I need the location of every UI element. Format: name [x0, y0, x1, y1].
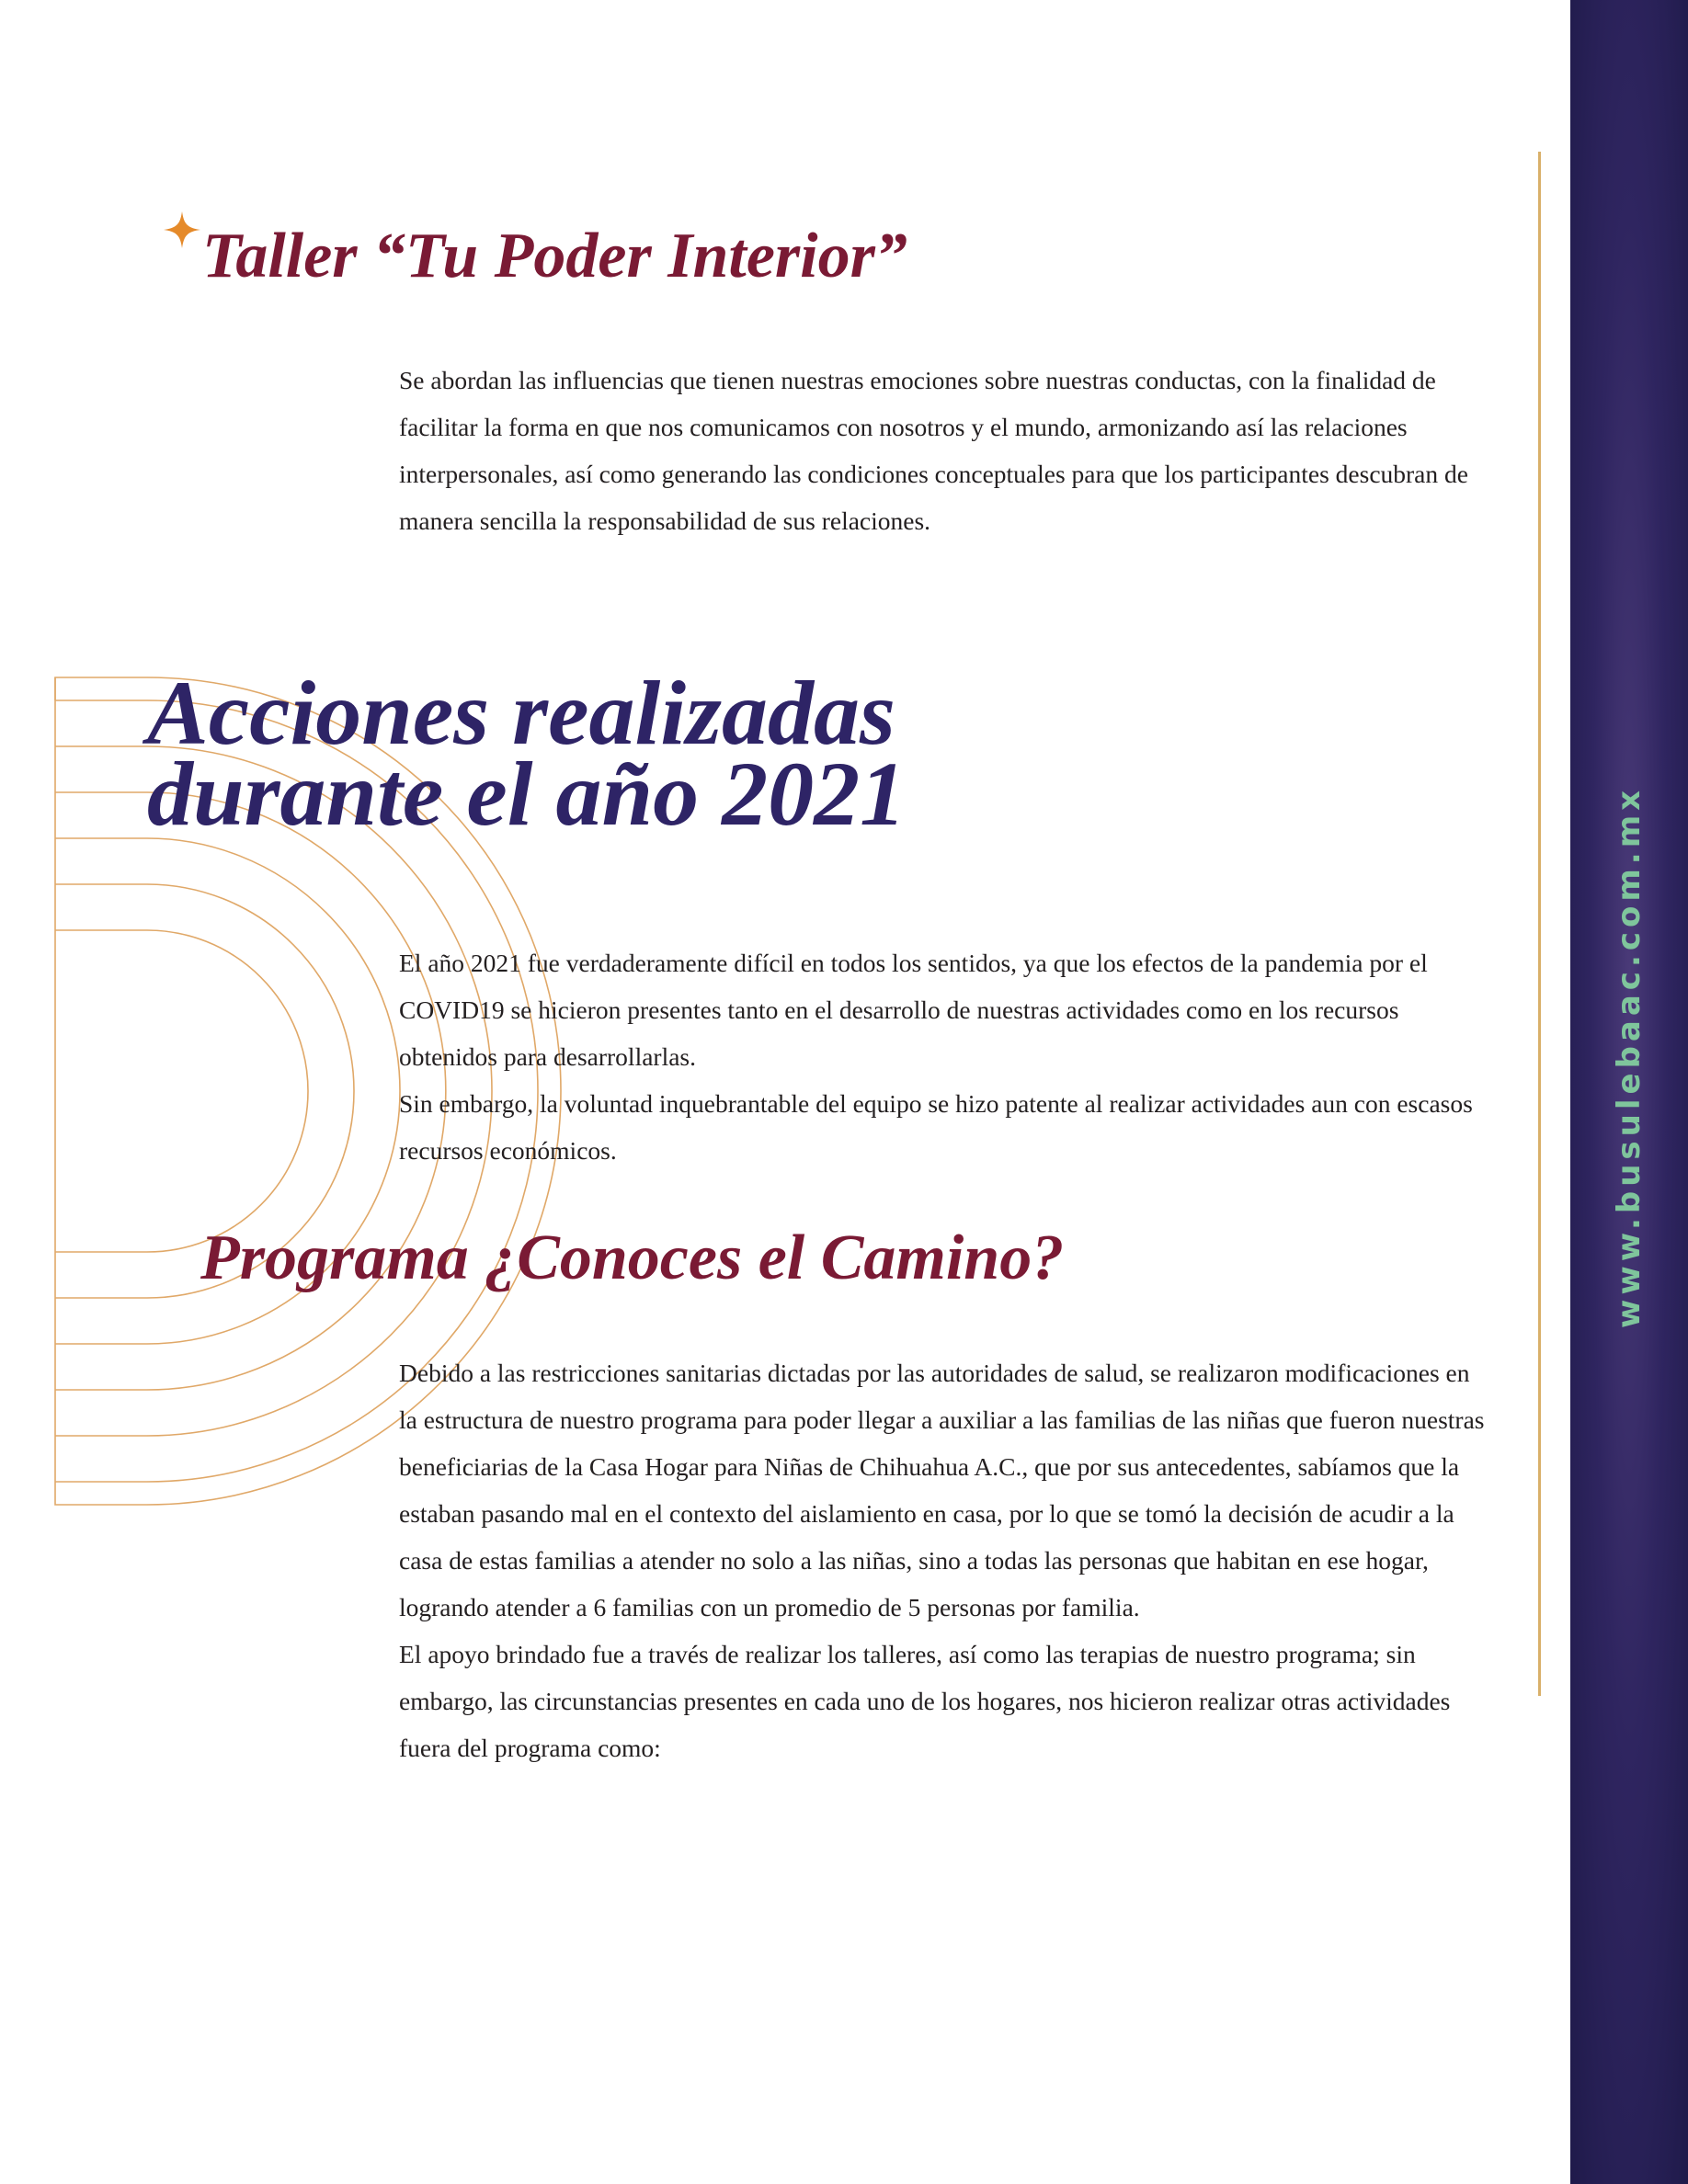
programa-paragraph-2: El apoyo brindado fue a través de realizar los talleres, así como las terapias de nuestro programa; sin embargo, las circunstancias presentes en cada uno de los hogares, nos hicieron realizar otras actividades fuera del programa como:: [399, 1640, 1451, 1762]
gold-divider-line: [1538, 152, 1541, 1696]
taller-paragraph: Se abordan las influencias que tienen nuestras emociones sobre nuestras conductas, con la finalidad de facilitar la forma en que nos comunicamos con nosotros y el mundo, armonizando así las relaciones interpersonales, así como generando las condiciones conceptuales para que los participantes descubran de manera sencilla la responsabilidad de sus relaciones.: [399, 366, 1468, 535]
section-title-taller: Taller “Tu Poder Interior”: [202, 221, 907, 291]
acciones-body: [399, 939, 1493, 1174]
acciones-paragraph-2: Sin embargo, la voluntad inquebrantable del equipo se hizo patente al realizar actividades aun con escasos recursos económicos.: [399, 1089, 1473, 1165]
page-title-line-1: Acciones realizadas: [147, 662, 895, 764]
website-url: www.busulebaac.com.mx: [1611, 785, 1648, 1329]
page-title: [147, 662, 1158, 845]
sparkle-icon: [162, 210, 202, 250]
programa-paragraph-1: Debido a las restricciones sanitarias dictadas por las autoridades de salud, se realizaron modificaciones en la estructura de nuestro programa para poder llegar a auxiliar a las familias de las niñas que fueron nuestras beneficiarias de la Casa Hogar para Niñas de Chihuahua A.C., que por sus antecedentes, sabíamos que la estaban pasando mal en el contexto del aislamiento en casa, por lo que se tomó la decisión de acudir a la casa de estas familias a atender no solo a las niñas, sino a todas las personas que habitan en ese hogar, logrando atender a 6 familias con un promedio de 5 personas por familia.: [399, 1359, 1485, 1621]
page-title-line-2: durante el año 2021: [147, 743, 907, 845]
acciones-paragraph-1: El año 2021 fue verdaderamente difícil en todos los sentidos, ya que los efectos de la pandemia por el COVID19 se hicieron presentes tanto en el desarrollo de nuestras actividades como en los recursos obtenidos para desarrollarlas.: [399, 949, 1428, 1071]
section-title-programa: Programa ¿Conoces el Camino?: [200, 1223, 1065, 1293]
programa-body: [399, 1349, 1493, 1771]
taller-body: [399, 357, 1493, 544]
